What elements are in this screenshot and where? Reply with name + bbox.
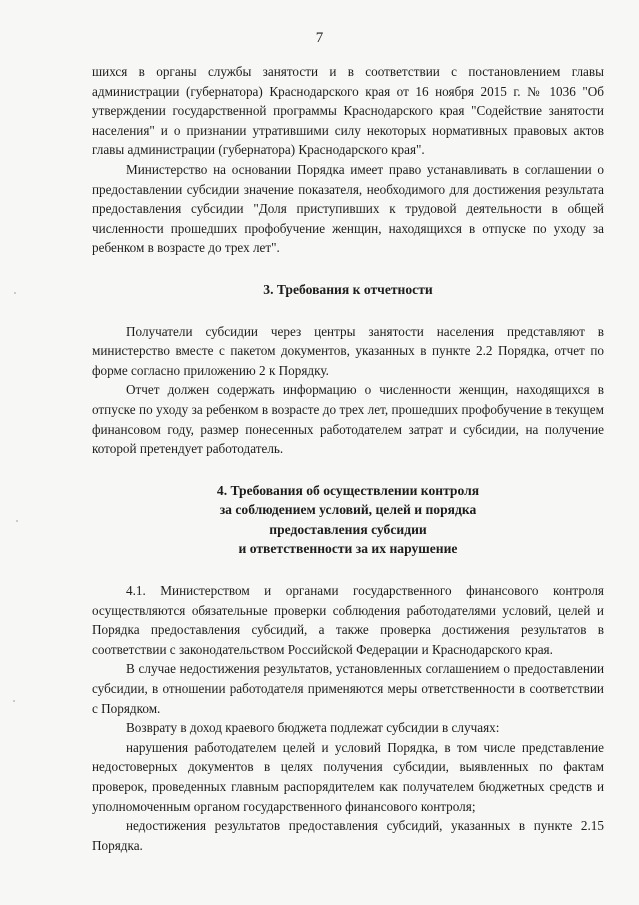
section-4-paragraph-3: Возврату в доход краевого бюджета подлежат субсидии в случаях: [126,720,500,736]
intro-paragraph-2: Министерство на основании Порядка имеет право устанавливать в соглашении о предоставлении субсидии значение показателя, необходимого для достижения результата предоставления субсидии "Доля приступивших к трудовой деятельности в общей численности прошедших профобучение женщин, находящихся в отпуске по уходу за ребенком в возрасте до трех лет". [92,161,604,256]
scan-speck [16,520,18,522]
section-4-title-line-2: за соблюдением условий, целей и порядка [219,502,477,518]
scan-speck [13,700,15,702]
section-4-paragraph-2: В случае недостижения результатов, установленных соглашением о предоставлении субсидии, в отношении работодателя применяются меры ответственности в соответствии с Порядком. [92,661,604,716]
section-4-paragraph-1: 4.1. Министерством и органами государственного финансового контроля осуществляются обязательные проверки соблюдения работодателями условий, целей и Порядка предоставления субсидий, а также проверка достижения результатов в соответствии с законодательством Российской Федерации и Краснодарского края. [92,583,604,657]
section-3-paragraph-2: Отчет должен содержать информацию о численности женщин, находящихся в отпуске по уходу за ребенком в возрасте до трех лет, прошедших профобучение в текущем финансовом году, размер понесенных работодателем затрат и субсидии, на получение которой претендует работодатель. [92,382,604,457]
section-3-paragraph-1: Получатели субсидии через центры занятости населения представляют в министерство вместе с пакетом документов, указанных в пункте 2.2 Порядка, отчет по форме согласно приложению 2 к Порядку. [92,323,604,378]
intro-paragraph-1: шихся в органы службы занятости и в соответствии с постановлением главы администрации (губернатора) Краснодарского края от 16 ноября 2015 г. № 1036 "Об утверждении государственной программы Краснодарского края "Содействие занятости населения" и о признании утратившими силу некоторых нормативных правовых актов главы администрации (губернатора) Краснодарского края". [92,64,604,158]
scan-speck [14,292,16,294]
section-4-title-line-4: и ответственности за их нарушение [238,541,458,557]
section-4-title [92,481,604,559]
document-body [92,62,604,855]
section-4-paragraph-5: недостижения результатов предоставления субсидий, указанных в пункте 2.15 Порядка. [92,818,604,853]
section-3-title: 3. Требования к отчетности [263,281,433,297]
section-4-paragraph-4: нарушения работодателем целей и условий Порядка, в том числе представление недостоверных документов в целях получения субсидии, выявленных по фактам проверок, проведенных главным распорядителем как получателем бюджетных средств и уполномоченным органом государственного финансового контроля; [92,739,604,814]
section-4-title-line-1: 4. Требования об осуществлении контроля [216,482,480,498]
section-4-title-line-3: предоставления субсидии [269,521,427,537]
page-number: 7 [315,30,324,46]
